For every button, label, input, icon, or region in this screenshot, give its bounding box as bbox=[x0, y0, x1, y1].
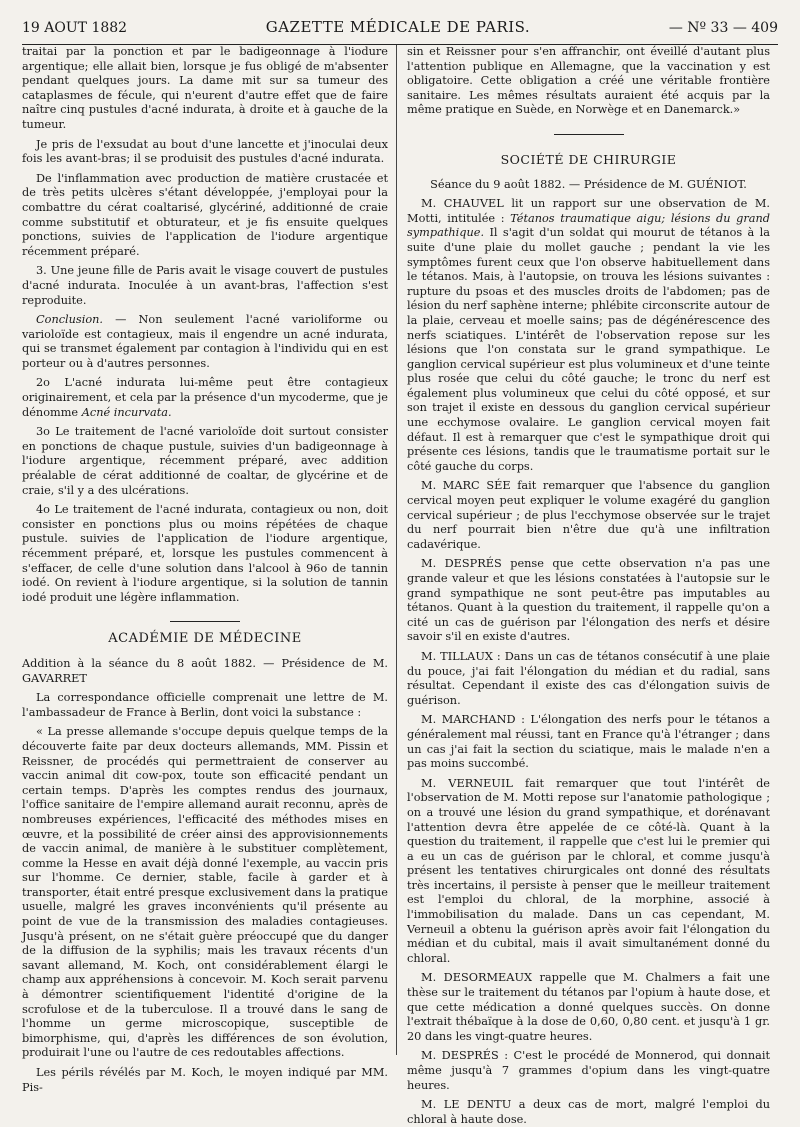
paragraph: 3o Le traitement de l'acné varioloïde doit surtout consister en ponctions de chaque pustule, suivies d'un badigeonnage à l'iodure argentique, récemment préparé, avec addition préalable de cérat additionné de coaltar, de glycérine et de craie, s'il y a des ulcérations. bbox=[22, 425, 388, 497]
conclusion-paragraph bbox=[22, 313, 388, 371]
paragraph: La correspondance officielle comprenait une lettre de M. l'ambassadeur de France à Berlin, dont voici la substance : bbox=[22, 691, 388, 719]
paragraph: 4o Le traitement de l'acné indurata, contagieux ou non, doit consister en ponctions plus ou moins répétées de chaque pustule. suivies de l'application de l'iodure argentique, récemment préparé, et, lorsque les pustules commencent à s'effacer, de celle d'une solution dans l'alcool à 96o de tannin iodé. On revient à l'iodure argentique, si la solution de tannin iodé produit une légère inflammation. bbox=[22, 503, 388, 604]
paragraph: M. MARCHAND : L'élongation des nerfs pour le tétanos a généralement mal réussi, tant en France qu'à l'étranger ; dans un cas j'ai fait la section du sciatique, mais le malade n'en a pas moins succombé. bbox=[407, 713, 770, 771]
conclusion-lead: Conclusion. bbox=[36, 313, 104, 327]
paragraph-text: 2o L'acné indurata lui-même peut être contagieux originairement, et cela par la présence d'un mycoderme, que je dénomme bbox=[22, 376, 388, 419]
paragraph: M. DESPRÉS pense que cette observation n'a pas une grande valeur et que les lésions constatées à l'autopsie sur le grand sympathique ne sont peut-être pas imputables au tétanos. Quant à la question du traitement, il rappelle qu'on a cité un cas de guérison par l'élongation des nerfs et désire savoir s'il en existe d'autres. bbox=[407, 557, 770, 644]
paragraph: M. LE DENTU a deux cas de mort, malgré l'emploi du chloral à haute dose. bbox=[407, 1098, 770, 1126]
conclusion-text: — Non seulement l'acné varioliforme ou varioloïde est contagieux, mais il engendre un acné indurata, qui se transmet également par contagion à l'individu qui en est porteur ou à d'autres personnes. bbox=[22, 313, 388, 370]
paragraph: M. DESORMEAUX rappelle que M. Chalmers a fait une thèse sur le traitement du tétanos par l'opium à haute dose, et que cette médication a donné quelques succès. On donne l'extrait thébaïque à la dose de 0,60, 0,80 cent. et jusqu'à 1 gr. 20 dans les vingt-quatre heures. bbox=[407, 971, 770, 1043]
session-line: Addition à la séance du 8 août 1882. — Présidence de M. GAVARRET bbox=[22, 656, 388, 685]
paragraph-text: Il s'agit d'un soldat qui mourut de tétanos à la suite d'une plaie du mollet gauche ; pendant la vie les symptômes furent ceux que l'on observe habituellement dans le tétanos. Mais, à l'autopsie, on trouva les lésions suivantes : rupture du psoas et des muscles droits de l'abdomen; pas de lésion du nerf saphène interne; phlébite circonscrite autour de la plaie, cerveau et moelle sains; pas de dégénérescence des nerfs sciatiques. L'intérêt de l'observation repose sur les lésions que l'on constata sur le grand sympathique. Le ganglion cervical supérieur est plus volumineux et d'une teinte plus rosée que celui du côté gauche; le tronc du nerf est également plus volumineux que celui du côté opposé, et sur son trajet il existe en dessous du ganglion cervical supérieur une ecchymose ovalaire. Le ganglion cervical moyen fait défaut. Il est à remarquer que c'est le sympathique droit qui présente ces lésions, tandis que le traumatisme portait sur le côté gauche du corps. bbox=[407, 226, 770, 473]
section-divider bbox=[170, 621, 240, 622]
paragraph: sin et Reissner pour s'en affranchir, ont éveillé d'autant plus l'attention publique en Allemagne, que la vaccination y est obligatoire. Cette obligation a créé une véritable frontière sanitaire. Les mêmes résultats auraient été acquis par la même pratique en Suède, en Norwège et en Danemarck.» bbox=[407, 45, 770, 117]
section-title-chirurgie: SOCIÉTÉ DE CHIRURGIE bbox=[500, 151, 677, 167]
paragraph: traitai par la ponction et par le badigeonnage à l'iodure argentique; elle allait bien, lorsque je fus obligé de m'absenter pendant quelques jours. La dame mit sur sa tumeur des cataplasmes de fécule, qui n'eurent d'autre effet que de faire naître cinq pustules d'acné indurata, à droite et à gauche de la tumeur. bbox=[22, 45, 388, 131]
issue-number: — Nº 33 — 409 bbox=[668, 20, 778, 36]
paragraph bbox=[22, 376, 388, 420]
journal-title: GAZETTE MÉDICALE DE PARIS. bbox=[265, 18, 531, 36]
paragraph: 3. Une jeune fille de Paris avait le visage couvert de pustules d'acné indurata. Inoculée à un avant-bras, l'affection s'est reproduite. bbox=[22, 264, 388, 307]
section-title-academie: ACADÉMIE DE MÉDECINE bbox=[108, 631, 302, 647]
page-header bbox=[22, 18, 778, 40]
paragraph-text: M. CHAUVEL lit un rapport sur une observation de M. Motti, intitulée : bbox=[407, 197, 770, 225]
quoted-letter: « La presse allemande s'occupe depuis quelque temps de la découverte faite par deux docteurs allemands, MM. Pissin et Reissner, de procédés qui permettraient de conserver au vaccin animal dit cow-pox, toute son efficacité pendant un certain temps. D'après les comptes rendus des journaux, l'office sanitaire de l'empire allemand aurait reconnu, après de nombreuses expériences, l'efficacité des méthodes mises en œuvre, et la possibilité de créer ainsi des approvisionnements de vaccin animal, de manière à le substituer complètement, comme la Hesse en avait déjà donné l'exemple, au vaccin pris sur l'homme. Ce dernier, stable, facile à garder et à transporter, était entré presque exclusivement dans la pratique usuelle, malgré les graves inconvénients qu'il présente au point de vue de la transmission des maladies contagieuses. Jusqu'à présent, on ne s'était guère préoccupé que du danger de la diffusion de la syphilis; mais les travaux récents d'un savant allemand, M. Koch, ont considérablement élargi le champ aux appréhensions à concevoir. M. Koch serait parvenu à démontrer scientifiquement l'identité d'origine de la scrofulose et de la tuberculose. Il a trouvé dans le sang de l'homme un germe microscopique, susceptible de bimorphisme, qui, d'après les différences de son évolution, produirait l'une ou l'autre de ces redoutables affections. bbox=[22, 725, 388, 1060]
two-column-body bbox=[22, 45, 778, 1126]
title-emphasis: Tétanos traumatique aigu; lésions du grand sympathique. bbox=[407, 211, 770, 240]
session-line: Séance du 9 août 1882. — Présidence de M. GUÉNIOT. bbox=[430, 177, 747, 191]
issue-date: 19 AOUT 1882 bbox=[22, 20, 128, 36]
paragraph: Je pris de l'exsudat au bout d'une lancette et j'inoculai deux fois les avant-bras; il se produisit des pustules d'acné indurata. bbox=[22, 137, 388, 166]
paragraph: M. MARC SÉE fait remarquer que l'absence du ganglion cervical moyen peut expliquer le volume exagéré du ganglion cervical supérieur ; de plus l'ecchymose observée sur le trajet du nerf pourrait bien n'être due qu'à une infiltration cadavérique. bbox=[407, 479, 770, 551]
left-column bbox=[22, 45, 396, 1094]
paragraph: M. DESPRÉS : C'est le procédé de Monnerod, qui donnait même jusqu'à 7 grammes d'opium dans les vingt-quatre heures. bbox=[407, 1049, 770, 1092]
paragraph bbox=[407, 197, 770, 474]
term-emphasis: Acné incurvata. bbox=[81, 405, 172, 419]
paragraph: De l'inflammation avec production de matière crustacée et de très petits ulcères s'étant développée, j'employai pour la combattre du cérat coaltarisé, glycériné, additionné de craie comme substitutif et obturateur, et je fis ensuite quelques ponctions, suivies de l'application de l'iodure argentique récemment préparé. bbox=[22, 171, 388, 258]
section-divider bbox=[554, 134, 624, 135]
right-column bbox=[396, 45, 770, 1126]
paragraph: Les périls révélés par M. Koch, le moyen indiqué par MM. Pis- bbox=[22, 1066, 388, 1094]
paragraph: M. VERNEUIL fait remarquer que tout l'intérêt de l'observation de M. Motti repose sur l'anatomie pathologique ; on a trouvé une lésion du grand sympathique, et dorénavant l'attention devra être appelée de ce côté-là. Quant à la question du traitement, il rappelle que c'est lui le premier qui a eu un cas de guérison par le chloral, et comme jusqu'à présent les tentatives chirurgicales ont donné des résultats très incertains, il persiste à penser que le meilleur traitement est l'emploi du chloral, de la morphine, associé à l'immobilisation du malade. Dans un cas cependant, M. Verneuil a obtenu la guérison après avoir fait l'élongation du médian et du cubital, mais il avait simultanément donné du chloral. bbox=[407, 776, 770, 965]
paragraph: M. TILLAUX : Dans un cas de tétanos consécutif à une plaie du pouce, j'ai fait l'élongation du médian et du radial, sans résultat. Cependant il existe des cas d'élongation suivis de guérison. bbox=[407, 649, 770, 707]
